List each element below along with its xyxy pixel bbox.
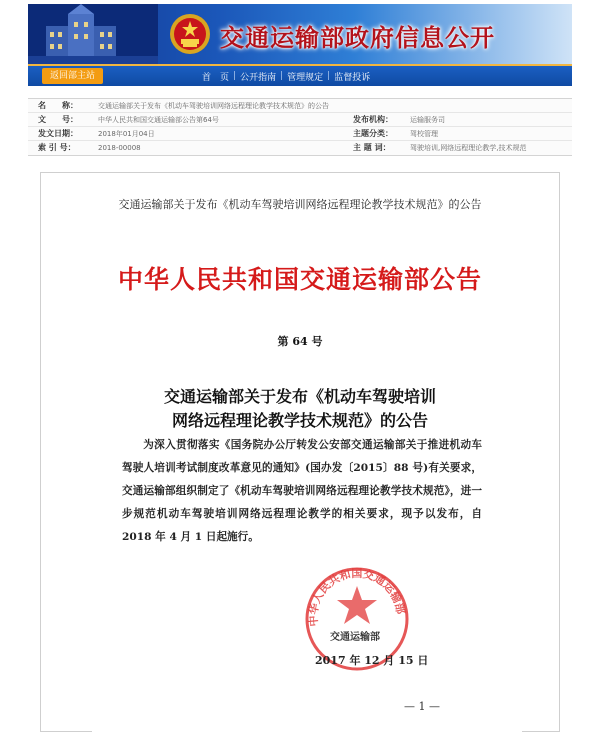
meta-label-index: 索 引 号： xyxy=(38,143,76,152)
meta-value-name: 交通运输部关于发布《机动车驾驶培训网络远程理论教学技术规范》的公告 xyxy=(98,102,329,110)
announcement-title: 中华人民共和国交通运输部公告 xyxy=(117,265,482,294)
document-title-line-1: 交通运输部关于发布《机动车驾驶培训 xyxy=(163,387,436,406)
document-title-line-2: 网络远程理论教学技术规范》的公告 xyxy=(171,411,428,430)
site-title: 交通运输部政府信息公开 xyxy=(220,24,495,52)
nav-item-complaints[interactable]: 监督投诉 xyxy=(334,72,371,83)
meta-value-keywords: 驾驶培训,网络远程理论教学,技术规范 xyxy=(410,144,527,152)
sign-date: 2017 年 12 月 15 日 xyxy=(315,654,429,667)
meta-label-name: 名 称： xyxy=(38,101,78,110)
signer-name: 交通运输部 xyxy=(330,632,380,643)
metadata-table xyxy=(28,98,572,156)
nav-separator: | xyxy=(327,71,331,81)
meta-value-doc-no: 中华人民共和国交通运输部公告第64号 xyxy=(98,116,219,124)
return-home-link[interactable]: 返回部主站 xyxy=(42,68,103,84)
meta-value-category: 驾校管理 xyxy=(410,130,438,138)
nav-bar xyxy=(28,64,572,86)
nav-item-guide[interactable]: 公开指南 xyxy=(240,72,277,83)
document-number: 第 64 号 xyxy=(277,335,323,348)
document-body: 为深入贯彻落实《国务院办公厅转发公安部交通运输部关于推进机动车驾驶人培训考试制度改革意见的通知》(国办发〔2015〕88 号)有关要求，交通运输部组织制定了《机动车驾驶培训网络远程理论教学技术规范》，进一步规范机动车驾驶培训网络远程理论教学的相关要求，现予以发布，自 2018 年 4 月 1 日起施行。 xyxy=(122,439,482,543)
metadata-row xyxy=(28,127,572,141)
metadata-row xyxy=(28,141,572,155)
meta-value-publisher: 运输服务司 xyxy=(410,116,445,124)
nav-separator: | xyxy=(280,71,284,81)
page-number: — 1 — xyxy=(404,700,440,713)
nav-items xyxy=(198,66,374,86)
metadata-row xyxy=(28,99,572,113)
nav-item-home[interactable]: 首 页 xyxy=(202,72,230,83)
meta-label-category: 主题分类： xyxy=(353,129,393,138)
nav-item-regulations[interactable]: 管理规定 xyxy=(287,72,324,83)
meta-label-keywords: 主 题 词： xyxy=(353,143,391,152)
building-image xyxy=(28,4,158,64)
meta-label-date: 发文日期： xyxy=(38,129,78,138)
header-banner xyxy=(28,4,572,64)
meta-value-index: 2018-00008 xyxy=(98,144,141,152)
meta-value-date: 2018年01月04日 xyxy=(98,130,155,138)
document-heading: 交通运输部关于发布《机动车驾驶培训网络远程理论教学技术规范》的公告 xyxy=(118,198,482,211)
national-emblem-icon xyxy=(168,12,212,56)
nav-separator: | xyxy=(233,71,237,81)
meta-label-publisher: 发布机构： xyxy=(353,115,393,124)
meta-label-doc-no: 文 号： xyxy=(38,115,78,124)
seal-text: 中华人民共和国交通运输部 xyxy=(306,567,408,627)
metadata-row xyxy=(28,113,572,127)
